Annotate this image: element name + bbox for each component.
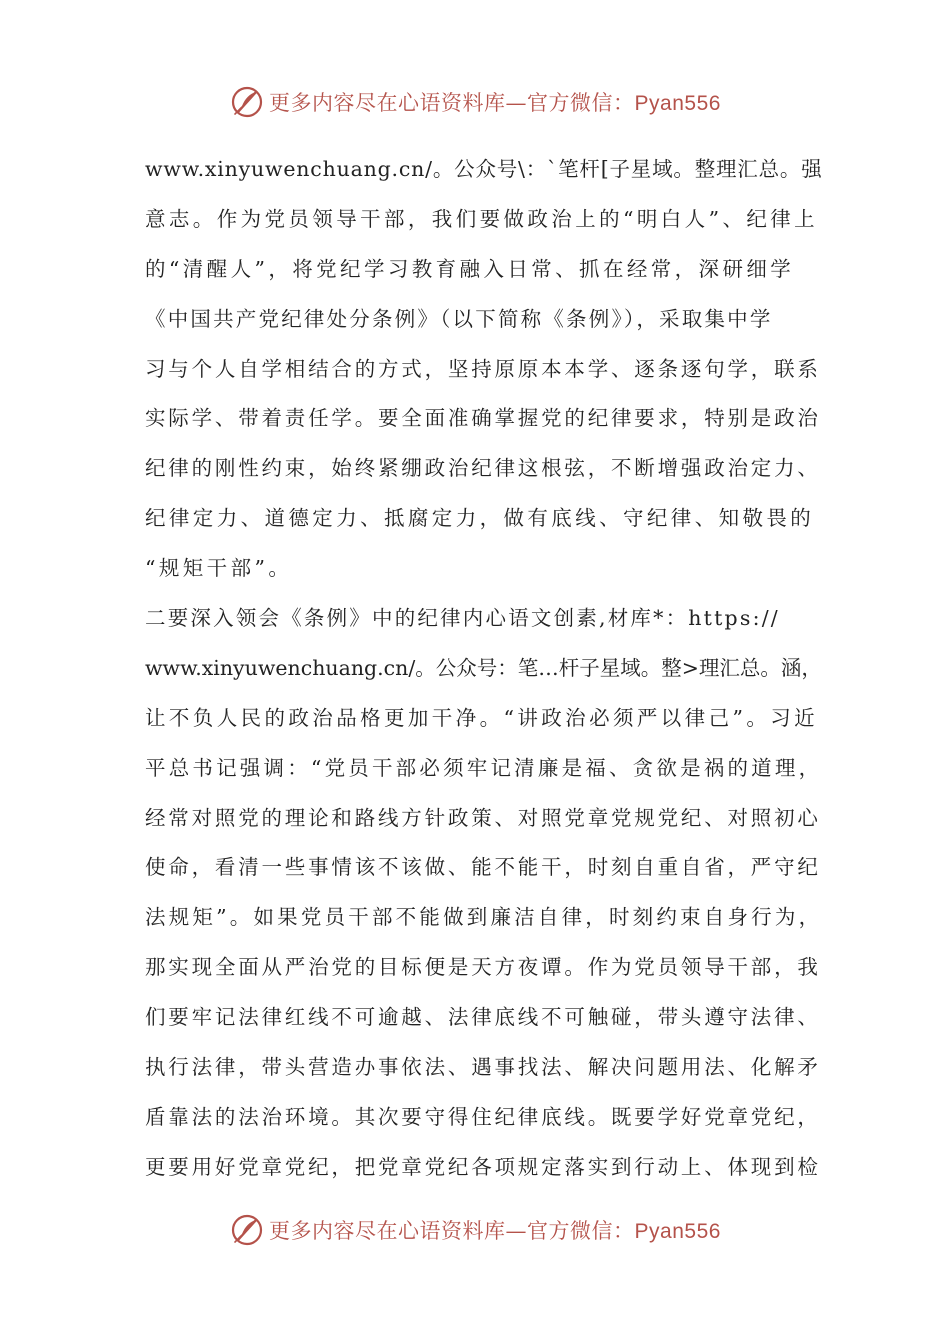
text-line: 盾靠法的法治环境。其次要守得住纪律底线。既要学好党章党纪， [145,1104,821,1129]
text-line: 执行法律，带头营造办事依法、遇事找法、解决问题用法、化解矛 [145,1055,821,1080]
watermark-wechat-id: Pyan556 [634,92,721,115]
text-line: www.xinyuwenchuang.cn/。公众号\：`笔杆[子星域。整理汇总。强 [145,157,823,181]
text-line: 《中国共产党纪律处分条例》（以下简称《条例》），采取集中学 [145,306,773,331]
paragraph-1 [145,145,823,594]
text-line: 使命，看清一些事情该不该做、能不能干，时刻自重自省，严守纪 [145,855,821,880]
text-line: “规矩干部”。 [145,556,293,581]
watermark-text: 更多内容尽在心语资料库—官方微信：Pyan556 [269,1219,721,1243]
text-line: 们要牢记法律红线不可逾越、法律底线不可触碰，带头遵守法律、 [145,1005,821,1030]
text-line: 经常对照党的理论和路线方针政策、对照党章党规党纪、对照初心 [145,805,821,830]
text-line: 意志。作为党员领导干部，我们要做政治上的“明白人”、纪律上 [145,206,819,231]
text-line: 那实现全面从严治党的目标便是天方夜谭。作为党员领导干部，我 [145,955,821,980]
footer-watermark [0,1210,950,1250]
text-line: 纪律的刚性约束，始终紧绷政治纪律这根弦，不断增强政治定力、 [145,456,821,481]
quill-logo-icon [229,84,265,120]
text-line: 二要深入领会《条例》中的纪律内心语文创素,材库*：https:// [145,606,780,631]
watermark-wechat-id: Pyan556 [634,1220,721,1243]
text-line: 让不负人民的政治品格更加干净。“讲政治必须严以律己”。习近 [145,705,819,730]
text-line: 习与个人自学相结合的方式，坚持原原本本学、逐条逐句学，联系 [145,356,821,381]
text-line: www.xinyuwenchuang.cn/。公众号：笔…杆子星域。整>理汇总。涵， [145,655,822,680]
text-line: 法规矩”。如果党员干部不能做到廉洁自律，时刻约束自身行为， [145,905,823,930]
text-line: 平总书记强调：“党员干部必须牢记清廉是福、贪欲是祸的道理， [145,755,823,780]
text-line: 纪律定力、道德定力、抵腐定力，做有底线、守纪律、知敬畏的 [145,506,815,531]
header-watermark [0,82,950,122]
paragraph-2 [145,594,823,1193]
document-body [145,145,823,1193]
text-line: 的“清醒人”，将党纪学习教育融入日常、抓在经常，深研细学 [145,256,795,281]
text-line: 实际学、带着责任学。要全面准确掌握党的纪律要求，特别是政治 [145,406,821,431]
watermark-text: 更多内容尽在心语资料库—官方微信：Pyan556 [269,91,721,115]
text-line: 更要用好党章党纪，把党章党纪各项规定落实到行动上、体现到检 [145,1154,821,1179]
quill-logo-icon [229,1212,265,1248]
